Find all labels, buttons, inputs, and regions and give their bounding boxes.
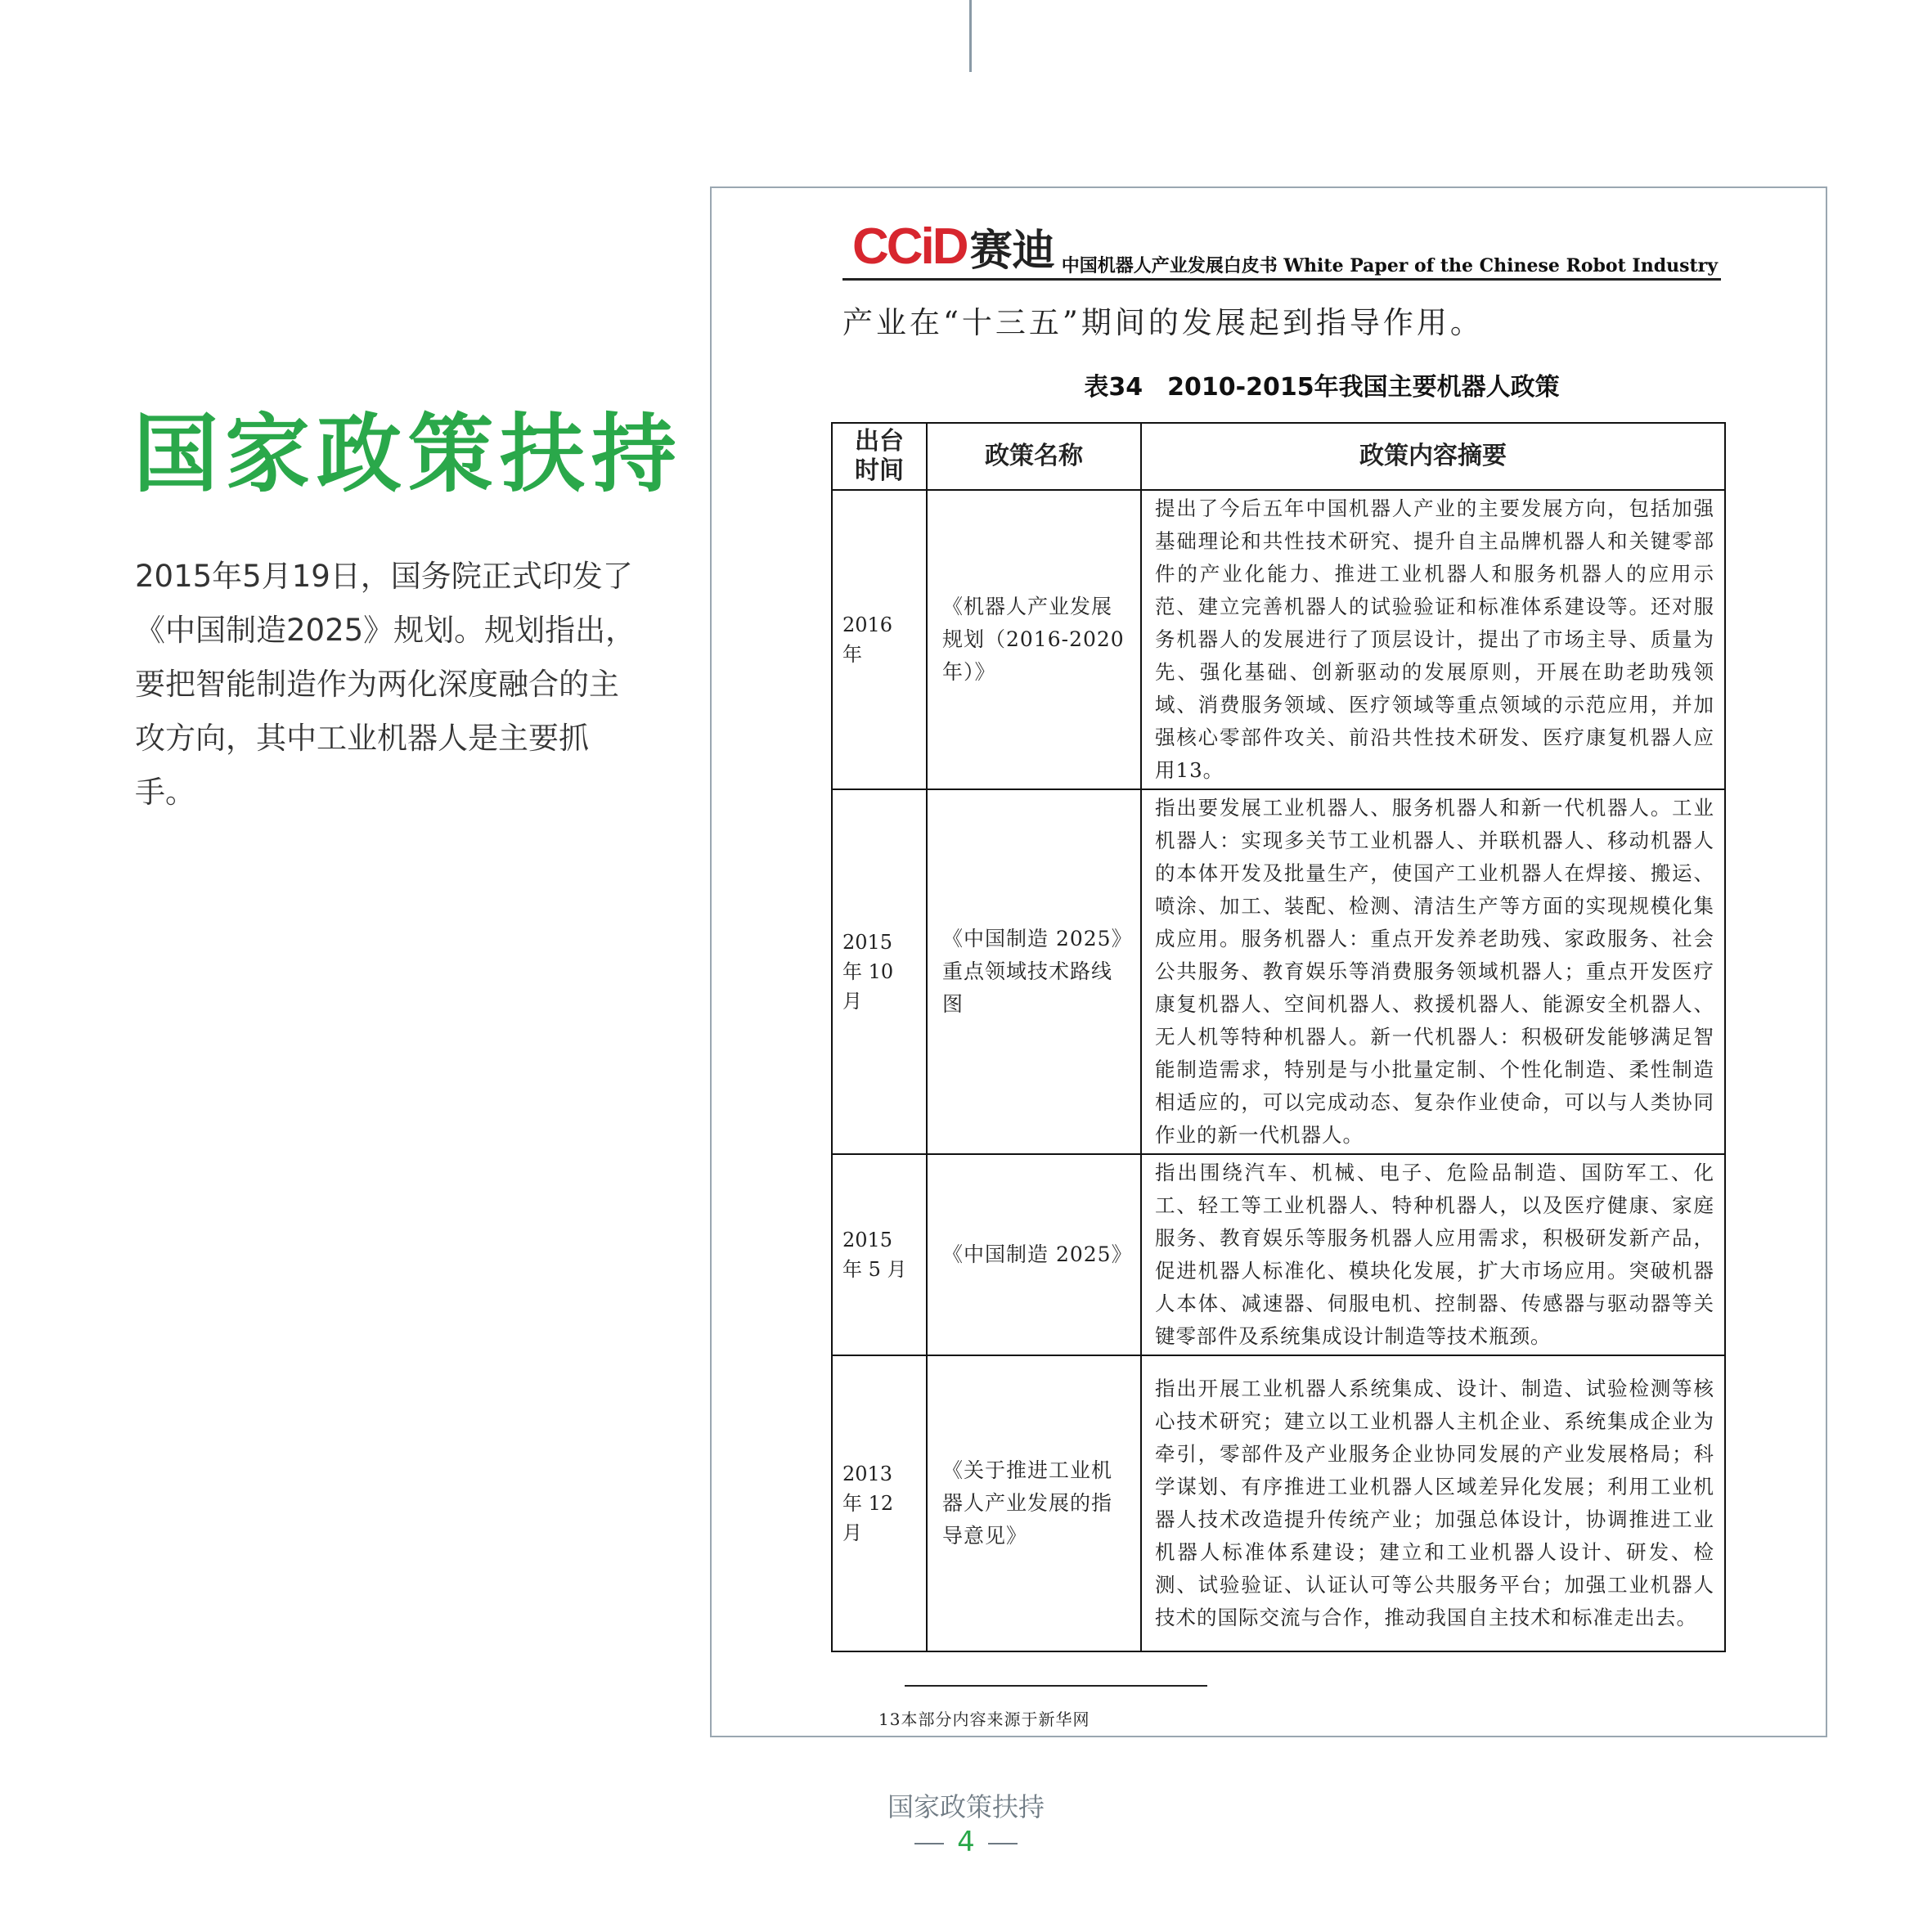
table-row <box>832 1355 1725 1651</box>
intro-paragraph: 2015年5月19日，国务院正式印发了《中国制造2025》规划。规划指出，要把智能制造作为两化深度融合的主攻方向，其中工业机器人是主要抓手。 <box>135 559 636 810</box>
column-header-date: 出台时间 <box>832 423 927 490</box>
document-lead-text: 产业在“十三五”期间的发展起到指导作用。 <box>842 305 1484 340</box>
table-caption-text: 表34 2010-2015年我国主要机器人政策 <box>1084 373 1560 402</box>
header-rule <box>842 278 1721 281</box>
policy-table <box>831 422 1726 1652</box>
table-caption <box>712 366 1826 402</box>
row-date: 2013 年 12 月 <box>832 1355 927 1651</box>
top-divider <box>969 0 972 72</box>
row-policy-name: 《中国制造 2025》 <box>927 1154 1141 1355</box>
footnote-rule <box>905 1685 1207 1687</box>
page-number-dash-right <box>988 1843 1018 1844</box>
row-summary: 提出了今后五年中国机器人产业的主要发展方向，包括加强基础理论和共性技术研究、提升自主品牌机器人和关键零部件的产业化能力、推进工业机器人和服务机器人的应用示范、建立完善机器人的试验验证和标准体系建设等。还对服务机器人的发展进行了顶层设计，提出了市场主导、质量为先、强化基础、创新驱动的发展原则，开展在助老助残领域、消费服务领域、医疗领域等重点领域的示范应用，并加强核心零部件攻关、前沿共性技术研发、医疗康复机器人应用13。 <box>1141 490 1725 789</box>
row-policy-name: 《机器人产业发展规划（2016-2020年）》 <box>927 490 1141 789</box>
table-header-row <box>832 423 1725 490</box>
page-number-value: 4 <box>957 1826 975 1858</box>
section-title: 国家政策扶持 <box>133 404 684 504</box>
row-policy-name: 《中国制造 2025》重点领域技术路线图 <box>927 789 1141 1154</box>
row-policy-name: 《关于推进工业机器人产业发展的指导意见》 <box>927 1355 1141 1651</box>
row-date: 2015 年 5 月 <box>832 1154 927 1355</box>
row-summary: 指出要发展工业机器人、服务机器人和新一代机器人。工业机器人：实现多关节工业机器人、并联机器人、移动机器人的本体开发及批量生产，使国产工业机器人在焊接、搬运、喷涂、加工、装配、检测、清洁生产等方面的实现规模化集成应用。服务机器人：重点开发养老助残、家政服务、社会公共服务、教育娱乐等消费服务领域机器人；重点开发医疗康复机器人、空间机器人、救援机器人、能源安全机器人、无人机等特种机器人。新一代机器人：积极研发能够满足智能制造需求，特别是与小批量定制、个性化制造、柔性制造相适应的，可以完成动态、复杂作业使命，可以与人类协同作业的新一代机器人。 <box>1141 789 1725 1154</box>
logo-chinese: 赛迪 <box>969 226 1055 276</box>
document-scan <box>710 186 1827 1737</box>
row-date: 2015 年 10 月 <box>832 789 927 1154</box>
row-date: 2016 年 <box>832 490 927 789</box>
document-header-title: 中国机器人产业发展白皮书 White Paper of the Chinese Robot Industry <box>1061 255 1718 276</box>
ccid-logo <box>852 218 1055 275</box>
footer-section-label: 国家政策扶持 <box>887 1791 1045 1822</box>
table-row <box>832 1154 1725 1355</box>
row-summary: 指出开展工业机器人系统集成、设计、制造、试验检测等核心技术研究；建立以工业机器人主机企业、系统集成企业为牵引，零部件及产业服务企业协同发展的产业发展格局；科学谋划、有序推进工业机器人区域差异化发展；利用工业机器人技术改造提升传统产业；加强总体设计，协调推进工业机器人标准体系建设；建立和工业机器人设计、研发、检测、试验验证、认证认可等公共服务平台；加强工业机器人技术的国际交流与合作，推动我国自主技术和标准走出去。 <box>1141 1355 1725 1651</box>
table-row <box>832 490 1725 789</box>
table-row <box>832 789 1725 1154</box>
footnote: 13本部分内容来源于新华网 <box>878 1710 1090 1729</box>
column-header-name: 政策名称 <box>927 423 1141 490</box>
row-summary: 指出围绕汽车、机械、电子、危险品制造、国防军工、化工、轻工等工业机器人、特种机器人，以及医疗健康、家庭服务、教育娱乐等服务机器人应用需求，积极研发新产品，促进机器人标准化、模块化发展，扩大市场应用。突破机器人本体、减速器、伺服电机、控制器、传感器与驱动器等关键零部件及系统集成设计制造等技术瓶颈。 <box>1141 1154 1725 1355</box>
column-header-summary: 政策内容摘要 <box>1141 423 1725 490</box>
logo-latin: CCiD <box>852 218 967 275</box>
page-number <box>0 1826 1932 1858</box>
page-number-dash-left <box>914 1843 944 1844</box>
